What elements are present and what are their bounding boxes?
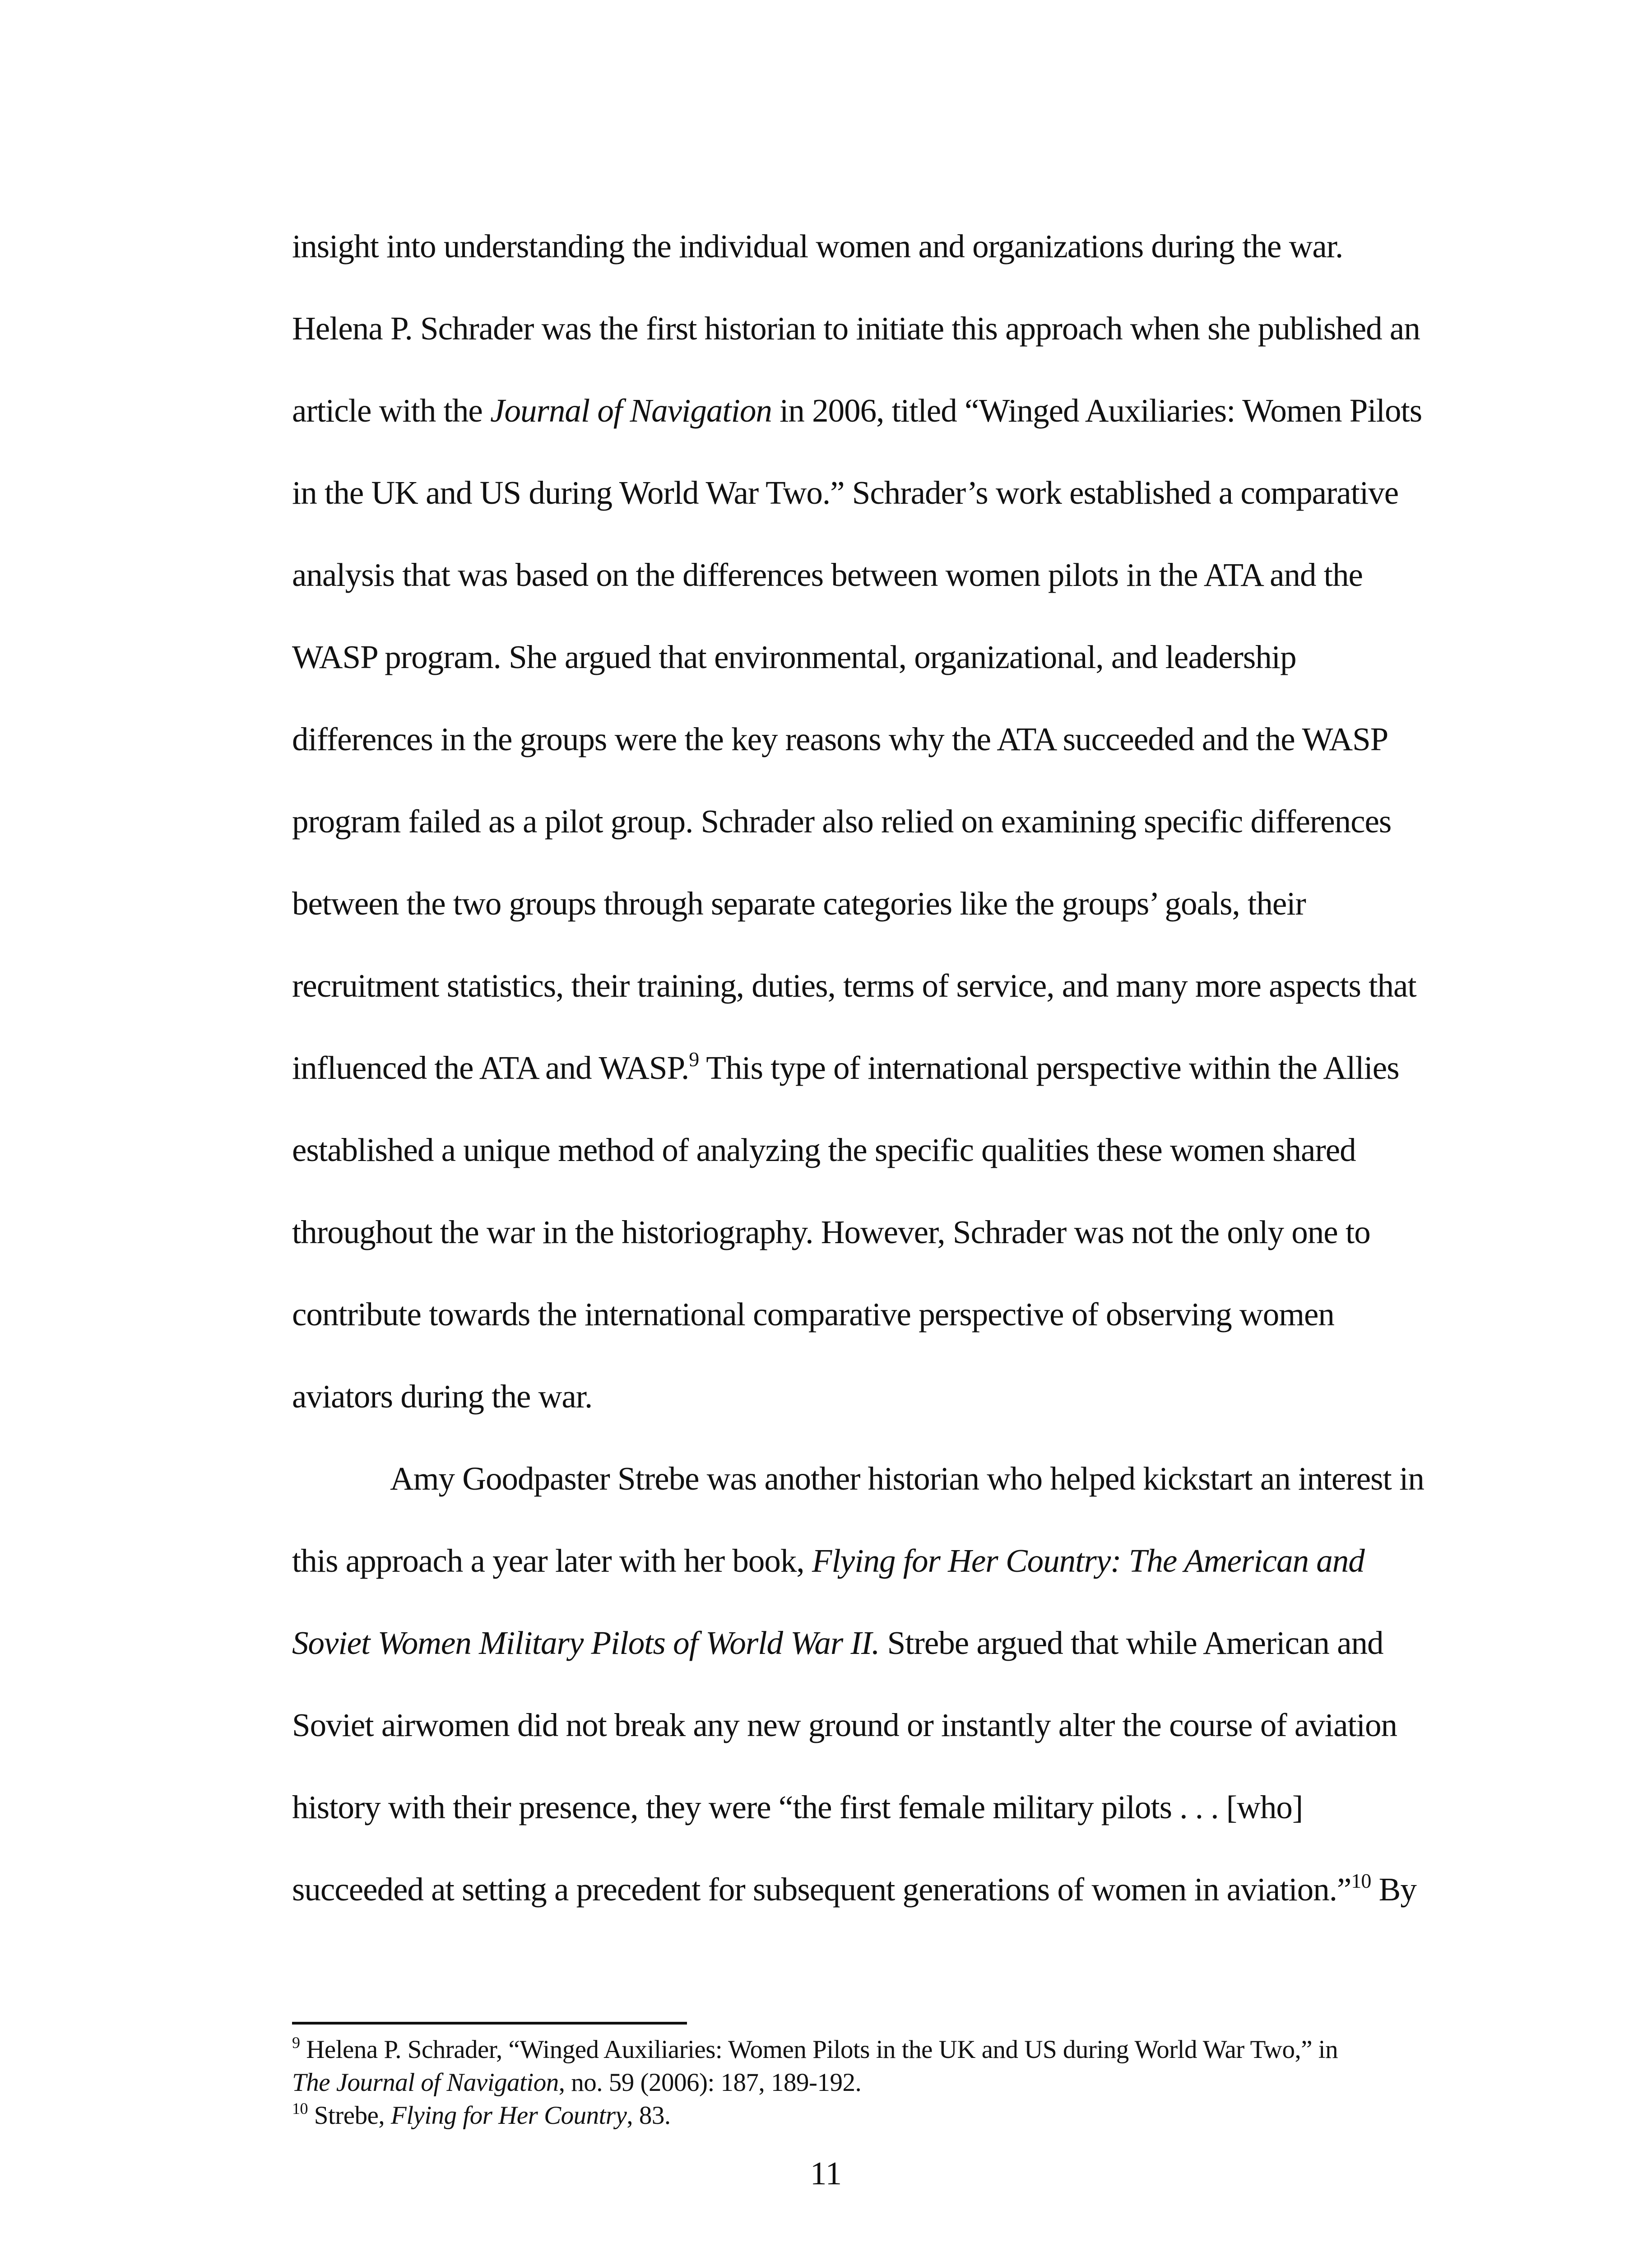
text-line: insight into understanding the individual women and organizations during the war. xyxy=(292,228,1343,265)
footnote-10 xyxy=(292,2099,1475,2132)
text-line: analysis that was based on the differences between women pilots in the ATA and the xyxy=(292,557,1363,593)
text-run: This type of international perspective within the Allies xyxy=(699,1050,1399,1086)
text-line xyxy=(292,370,1457,452)
footnotes xyxy=(292,2033,1475,2132)
text-run: this approach a year later with her book, xyxy=(292,1542,812,1579)
text-line: Amy Goodpaster Strebe was another historian who helped kickstart an interest in xyxy=(390,1460,1424,1497)
footnote-text: Strebe, xyxy=(308,2101,391,2130)
text-run: influenced the ATA and WASP. xyxy=(292,1050,689,1086)
footnote-line xyxy=(292,2066,1475,2099)
text-line xyxy=(292,1848,1457,1931)
paragraph xyxy=(292,205,1457,1438)
text-line: throughout the war in the historiography. However, Schrader was not the only one to xyxy=(292,1214,1370,1250)
book-title: Soviet Women Military Pilots of World War II. xyxy=(292,1625,880,1661)
text-line: WASP program. She argued that environmental, organizational, and leadership xyxy=(292,639,1296,675)
footnote-marker: 10 xyxy=(292,2099,308,2118)
footnote-marker: 9 xyxy=(292,2034,300,2052)
paragraph xyxy=(292,1438,1457,1931)
journal-title: Journal of Navigation xyxy=(490,392,772,429)
footnote-text: Helena P. Schrader, “Winged Auxiliaries: Women Pilots in the UK and US during World War Two,” in xyxy=(300,2035,1338,2064)
footnote-separator xyxy=(292,2022,687,2025)
journal-title: The Journal of Navigation xyxy=(292,2068,559,2097)
text-line: Soviet airwomen did not break any new ground or instantly alter the course of aviation xyxy=(292,1707,1397,1743)
text-run: Strebe argued that while American and xyxy=(879,1625,1383,1661)
page-number: 11 xyxy=(810,2155,842,2192)
text-line: established a unique method of analyzing the specific qualities these women shared xyxy=(292,1132,1356,1168)
text-run: article with the xyxy=(292,392,491,429)
footnote-9 xyxy=(292,2033,1475,2099)
text-line: Helena P. Schrader was the first historian to initiate this approach when she published an xyxy=(292,310,1420,347)
text-line: program failed as a pilot group. Schrader also relied on examining specific differences xyxy=(292,803,1392,840)
footnote-reference-9[interactable]: 9 xyxy=(689,1048,699,1071)
footnote-text: , 83. xyxy=(626,2101,671,2130)
text-run: in 2006, titled “Winged Auxiliaries: Women Pilots xyxy=(771,392,1422,429)
text-line: aviators during the war. xyxy=(292,1378,593,1415)
text-run: By xyxy=(1371,1871,1416,1908)
text-line: between the two groups through separate categories like the groups’ goals, their xyxy=(292,885,1306,922)
footnote-reference-10[interactable]: 10 xyxy=(1351,1869,1371,1892)
book-title: Flying for Her Country xyxy=(390,2101,627,2130)
text-line xyxy=(292,1602,1457,1684)
book-title: Flying for Her Country: The American and xyxy=(812,1542,1364,1579)
text-line: in the UK and US during World War Two.” Schrader’s work established a comparative xyxy=(292,474,1399,511)
body-text xyxy=(292,205,1457,1931)
text-line: differences in the groups were the key reasons why the ATA succeeded and the WASP xyxy=(292,721,1388,757)
text-line xyxy=(292,1027,1457,1109)
text-run: succeeded at setting a precedent for subsequent generations of women in aviation.” xyxy=(292,1871,1351,1908)
footnote-line xyxy=(292,2033,1475,2066)
text-line: contribute towards the international comparative perspective of observing women xyxy=(292,1296,1334,1333)
text-line: recruitment statistics, their training, duties, terms of service, and many more aspects that xyxy=(292,967,1416,1004)
footnote-line xyxy=(292,2099,1475,2132)
text-line xyxy=(292,1520,1457,1602)
text-line: history with their presence, they were “the first female military pilots . . . [who] xyxy=(292,1789,1303,1825)
footnote-text: , no. 59 (2006): 187, 189-192. xyxy=(558,2068,862,2097)
